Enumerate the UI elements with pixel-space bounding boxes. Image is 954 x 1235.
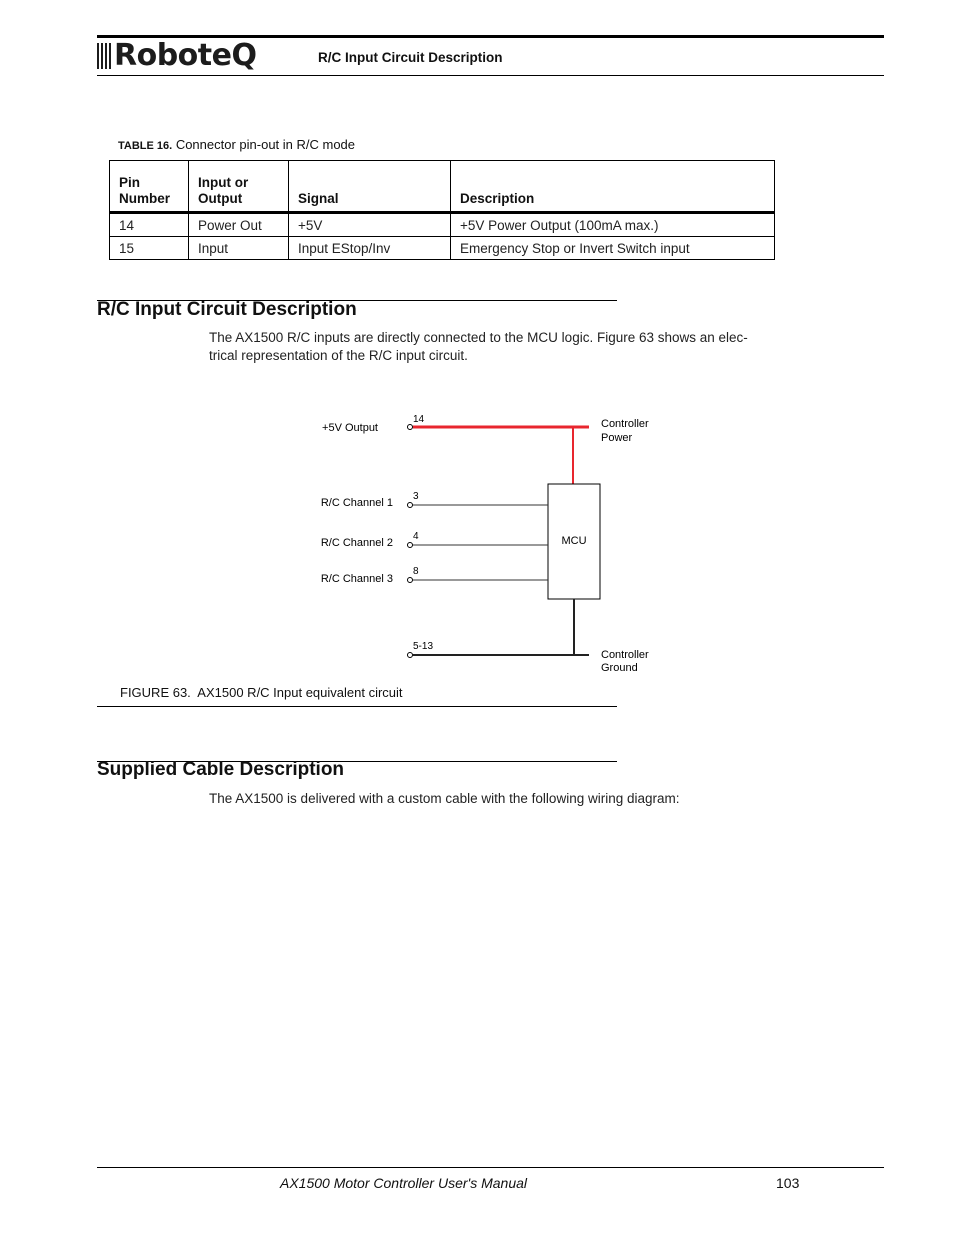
mcu-label: MCU bbox=[561, 535, 587, 547]
footer-page-number: 103 bbox=[776, 1175, 800, 1191]
table-caption-label: TABLE 16. bbox=[118, 140, 173, 152]
cell-description: +5V Power Output (100mA max.) bbox=[451, 213, 775, 237]
controller-power-label-2: Power bbox=[601, 432, 633, 444]
section2-title: Supplied Cable Description bbox=[97, 759, 345, 780]
col-header-description: Description bbox=[451, 161, 775, 213]
header-section-title: R/C Input Circuit Description bbox=[318, 50, 503, 65]
footer-rule bbox=[97, 1167, 884, 1168]
controller-ground-label-1: Controller bbox=[601, 649, 649, 661]
cell-io: Power Out bbox=[189, 213, 289, 237]
line-label: R/C Channel 1 bbox=[320, 497, 393, 509]
section1-body: The AX1500 R/C inputs are directly connected to the MCU logic. Figure 63 shows an elec-trical representation of the R/C input circuit. bbox=[209, 330, 748, 363]
footer-manual-title: AX1500 Motor Controller User's Manual bbox=[280, 1175, 528, 1191]
figure-bottom-rule bbox=[97, 706, 617, 707]
logo-text: RoboteQ bbox=[114, 38, 257, 73]
pin-number: 14 bbox=[413, 414, 425, 425]
cell-description: Emergency Stop or Invert Switch input bbox=[451, 237, 775, 260]
section1-title: R/C Input Circuit Description bbox=[97, 299, 357, 320]
section2-body: The AX1500 is delivered with a custom cable with the following wiring diagram: bbox=[209, 791, 680, 806]
line-label: +5V Output bbox=[322, 422, 378, 434]
terminal-icon bbox=[408, 503, 413, 508]
cell-signal: Input EStop/Inv bbox=[289, 237, 451, 260]
terminal-icon bbox=[408, 653, 413, 658]
pin-number: 8 bbox=[413, 566, 419, 577]
pin-number: 4 bbox=[413, 531, 419, 542]
cell-signal: +5V bbox=[289, 213, 451, 237]
pin-number: 3 bbox=[413, 491, 419, 502]
terminal-icon bbox=[408, 543, 413, 548]
cell-pin: 14 bbox=[110, 213, 189, 237]
terminal-icon bbox=[408, 578, 413, 583]
col-header-pin: Pin Number bbox=[110, 161, 189, 213]
col-header-io: Input or Output bbox=[189, 161, 289, 213]
line-label: R/C Channel 2 bbox=[320, 537, 393, 549]
cell-pin: 15 bbox=[110, 237, 189, 260]
terminal-icon bbox=[408, 425, 413, 430]
cell-io: Input bbox=[189, 237, 289, 260]
table-caption-text: Connector pin-out in R/C mode bbox=[172, 137, 356, 152]
figure-caption: FIGURE 63. AX1500 R/C Input equivalent circuit bbox=[120, 685, 403, 700]
pin-number: 5-13 bbox=[413, 641, 434, 652]
controller-power-label-1: Controller bbox=[601, 418, 649, 430]
col-header-signal: Signal bbox=[289, 161, 451, 213]
line-label: R/C Channel 3 bbox=[320, 573, 393, 585]
controller-ground-label-2: Ground bbox=[601, 662, 638, 674]
